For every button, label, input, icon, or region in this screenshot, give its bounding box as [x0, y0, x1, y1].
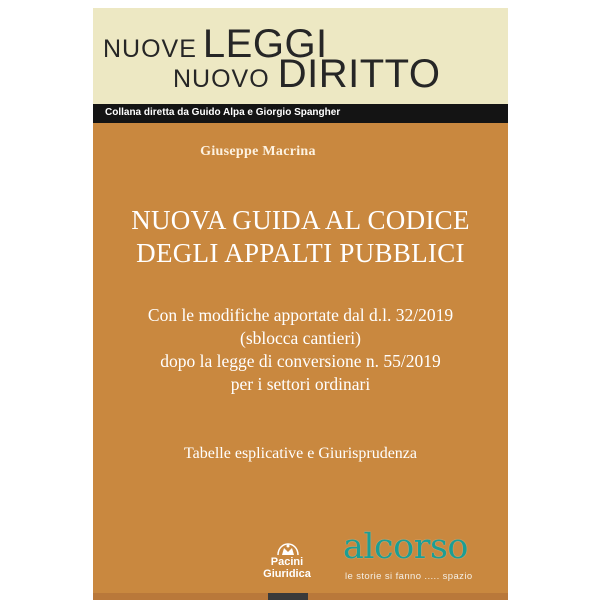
- book-subtitle: [93, 304, 508, 396]
- series-editors-bar: [93, 104, 508, 123]
- book-bottom-mark: [268, 593, 308, 600]
- store-name: alcorso: [343, 527, 468, 567]
- author-name: Giuseppe Macrina: [200, 144, 316, 159]
- series-editors: Collana diretta da Guido Alpa e Giorgio Spangher: [105, 107, 341, 118]
- store-watermark: [343, 527, 493, 585]
- pacini-emblem-icon: [275, 542, 301, 556]
- book-cover: [93, 8, 508, 600]
- publisher-name: Pacini: [270, 556, 304, 568]
- book-title: [93, 204, 508, 270]
- series-word-leggi: LEGGI: [202, 22, 328, 66]
- book-title-line-2: DEGLI APPALTI PUBBLICI: [136, 238, 465, 268]
- series-word-nuove: NUOVE: [103, 35, 197, 63]
- publisher-sub: Giuridica: [263, 568, 311, 580]
- series-word-diritto: DIRITTO: [277, 52, 441, 96]
- series-band: [93, 8, 508, 104]
- book-extra-note: Tabelle esplicative e Giurisprudenza: [184, 445, 417, 462]
- series-title-line-2: [173, 52, 440, 97]
- subtitle-line-2: (sblocca cantieri): [240, 328, 361, 348]
- store-tagline: le storie si fanno ..... spazio: [345, 571, 473, 582]
- subtitle-line-3: dopo la legge di conversione n. 55/2019: [160, 351, 441, 371]
- publisher-logo: [255, 542, 319, 592]
- subtitle-line-1: Con le modifiche apportate dal d.l. 32/2019: [147, 305, 454, 325]
- book-title-line-1: NUOVA GUIDA AL CODICE: [131, 205, 470, 235]
- series-word-nuovo: NUOVO: [173, 65, 270, 93]
- subtitle-line-4: per i settori ordinari: [230, 374, 371, 394]
